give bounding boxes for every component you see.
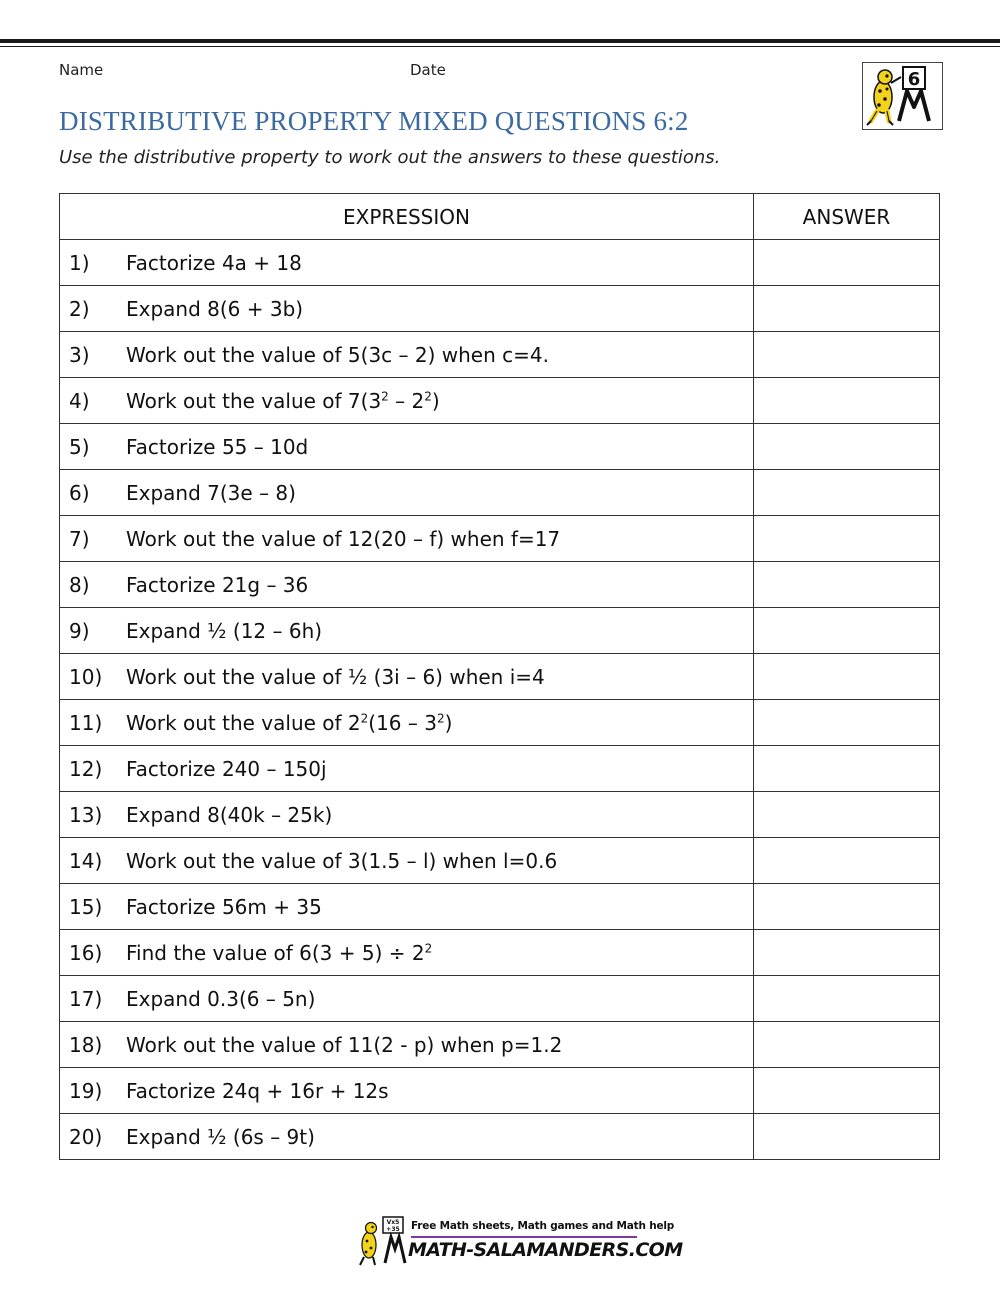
answer-cell[interactable] (754, 516, 940, 562)
footer-logo (355, 1215, 683, 1267)
salamander-icon (863, 63, 942, 129)
table-row (60, 286, 940, 332)
answer-cell[interactable] (754, 1068, 940, 1114)
column-header-expression: EXPRESSION (60, 194, 754, 240)
question-text-part: Work out the value of 2 (126, 710, 361, 735)
footer-brand: MATH-SALAMANDERS.COM (408, 1239, 683, 1261)
answer-cell[interactable] (754, 700, 940, 746)
question-cell (60, 608, 754, 654)
questions-body (60, 240, 940, 1160)
question-text (126, 435, 308, 459)
instructions: Use the distributive property to work out the answers to these questions. (59, 147, 721, 168)
question-cell (60, 746, 754, 792)
question-number: 10) (69, 664, 103, 689)
questions-table (59, 193, 940, 1160)
question-number: 13) (69, 802, 103, 827)
question-cell (60, 654, 754, 700)
table-row (60, 838, 940, 884)
question-number: 1) (69, 250, 90, 275)
question-text-part: Find the value of 6(3 + 5) ÷ 2 (126, 940, 425, 965)
question-cell (60, 1068, 754, 1114)
footer-salamander-icon (355, 1215, 407, 1267)
question-text-part: Work out the value of 5(3c – 2) when c=4. (126, 342, 549, 367)
question-text-part: – 2 (388, 388, 425, 413)
question-text-part: Expand 7(3e – 8) (126, 480, 296, 505)
question-text (126, 1079, 389, 1103)
question-cell (60, 1114, 754, 1160)
question-cell (60, 516, 754, 562)
question-number: 16) (69, 940, 103, 965)
question-text-part: Factorize 24q + 16r + 12s (126, 1078, 389, 1103)
answer-cell[interactable] (754, 1114, 940, 1160)
answer-cell[interactable] (754, 930, 940, 976)
question-text-part: Work out the value of 3(1.5 – l) when l=0.6 (126, 848, 558, 873)
page-title: DISTRIBUTIVE PROPERTY MIXED QUESTIONS 6:2 (59, 106, 689, 136)
answer-cell[interactable] (754, 470, 940, 516)
table-row (60, 608, 940, 654)
answer-cell[interactable] (754, 608, 940, 654)
question-number: 5) (69, 434, 90, 459)
question-number: 18) (69, 1032, 103, 1057)
table-row (60, 884, 940, 930)
question-text (126, 389, 440, 413)
question-text (126, 711, 452, 735)
exponent: 2 (360, 710, 369, 725)
exponent: 2 (424, 940, 433, 955)
table-row (60, 1114, 940, 1160)
table-row (60, 746, 940, 792)
question-text-part: Factorize 56m + 35 (126, 894, 322, 919)
exponent: 2 (424, 388, 432, 403)
question-text (126, 251, 302, 275)
question-text (126, 1125, 315, 1149)
name-label: Name (59, 61, 104, 79)
question-text (126, 941, 432, 965)
question-text (126, 987, 315, 1011)
question-text-part: ) (431, 388, 440, 413)
question-number: 11) (69, 710, 103, 735)
question-text (126, 757, 327, 781)
answer-cell[interactable] (754, 1022, 940, 1068)
answer-cell[interactable] (754, 884, 940, 930)
question-text-part: Factorize 55 – 10d (126, 434, 309, 459)
question-text-part: Expand ½ (12 – 6h) (126, 618, 323, 643)
grade-logo (862, 62, 943, 130)
question-number: 12) (69, 756, 103, 781)
question-text-part: Work out the value of ½ (3i – 6) when i=4 (126, 664, 545, 689)
question-number: 2) (69, 296, 90, 321)
question-number: 8) (69, 572, 90, 597)
table-row (60, 1022, 940, 1068)
table-row (60, 516, 940, 562)
table-row (60, 332, 940, 378)
question-text (126, 665, 545, 689)
answer-cell[interactable] (754, 838, 940, 884)
question-text-part: Factorize 240 – 150j (126, 756, 327, 781)
answer-cell[interactable] (754, 746, 940, 792)
question-text-part: Factorize 4a + 18 (126, 250, 302, 275)
question-text-part: Expand 8(40k – 25k) (126, 802, 333, 827)
question-text (126, 573, 308, 597)
question-cell (60, 838, 754, 884)
question-text (126, 619, 322, 643)
question-text-part: Factorize 21g – 36 (126, 572, 309, 597)
answer-cell[interactable] (754, 562, 940, 608)
date-label: Date (410, 61, 446, 79)
footer-tagline: Free Math sheets, Math games and Math help (411, 1220, 675, 1232)
table-row (60, 562, 940, 608)
table-row (60, 930, 940, 976)
table-row (60, 976, 940, 1022)
grade-number: 6 (907, 69, 921, 90)
question-number: 7) (69, 526, 90, 551)
svg-text:Vx5: Vx5 (386, 1219, 400, 1226)
question-cell (60, 884, 754, 930)
question-text (126, 1033, 562, 1057)
question-cell (60, 792, 754, 838)
question-cell (60, 424, 754, 470)
question-number: 15) (69, 894, 103, 919)
question-cell (60, 1022, 754, 1068)
answer-cell[interactable] (754, 286, 940, 332)
exponent: 2 (381, 388, 389, 403)
question-text-part: Work out the value of 12(20 – f) when f=17 (126, 526, 561, 551)
question-number: 20) (69, 1124, 103, 1149)
question-text (126, 895, 322, 919)
table-row (60, 240, 940, 286)
answer-cell[interactable] (754, 976, 940, 1022)
question-text (126, 297, 303, 321)
question-number: 3) (69, 342, 90, 367)
table-row (60, 470, 940, 516)
table-row (60, 1068, 940, 1114)
question-text-part: Work out the value of 11(2 - p) when p=1.2 (126, 1032, 563, 1057)
question-text-part: Expand 0.3(6 – 5n) (126, 986, 316, 1011)
exponent: 2 (436, 710, 445, 725)
question-number: 4) (69, 388, 90, 413)
question-cell (60, 700, 754, 746)
question-number: 17) (69, 986, 103, 1011)
question-text-part: Work out the value of 7(3 (126, 388, 382, 413)
question-number: 19) (69, 1078, 103, 1103)
answer-cell[interactable] (754, 424, 940, 470)
question-number: 6) (69, 480, 90, 505)
table-row (60, 792, 940, 838)
table-row (60, 378, 940, 424)
top-rule (0, 39, 1000, 43)
answer-cell[interactable] (754, 240, 940, 286)
question-cell (60, 930, 754, 976)
svg-text:+35: +35 (386, 1226, 400, 1233)
question-cell (60, 332, 754, 378)
table-row (60, 424, 940, 470)
question-text-part: Expand 8(6 + 3b) (126, 296, 304, 321)
answer-cell[interactable] (754, 332, 940, 378)
footer-underline (411, 1236, 637, 1238)
table-header-row (60, 194, 940, 240)
question-cell (60, 240, 754, 286)
top-rule-thin (0, 46, 1000, 47)
question-number: 14) (69, 848, 103, 873)
answer-cell[interactable] (754, 378, 940, 424)
question-text (126, 343, 549, 367)
question-text (126, 803, 332, 827)
question-number: 9) (69, 618, 90, 643)
answer-cell[interactable] (754, 654, 940, 700)
question-cell (60, 378, 754, 424)
question-text-part: ) (444, 710, 453, 735)
answer-cell[interactable] (754, 792, 940, 838)
question-text-part: Expand ½ (6s – 9t) (126, 1124, 315, 1149)
table-row (60, 700, 940, 746)
question-cell (60, 286, 754, 332)
question-text (126, 849, 557, 873)
question-text (126, 527, 560, 551)
question-cell (60, 976, 754, 1022)
column-header-answer: ANSWER (754, 194, 940, 240)
question-cell (60, 470, 754, 516)
table-row (60, 654, 940, 700)
question-cell (60, 562, 754, 608)
question-text (126, 481, 296, 505)
question-text-part: (16 – 3 (368, 710, 437, 735)
